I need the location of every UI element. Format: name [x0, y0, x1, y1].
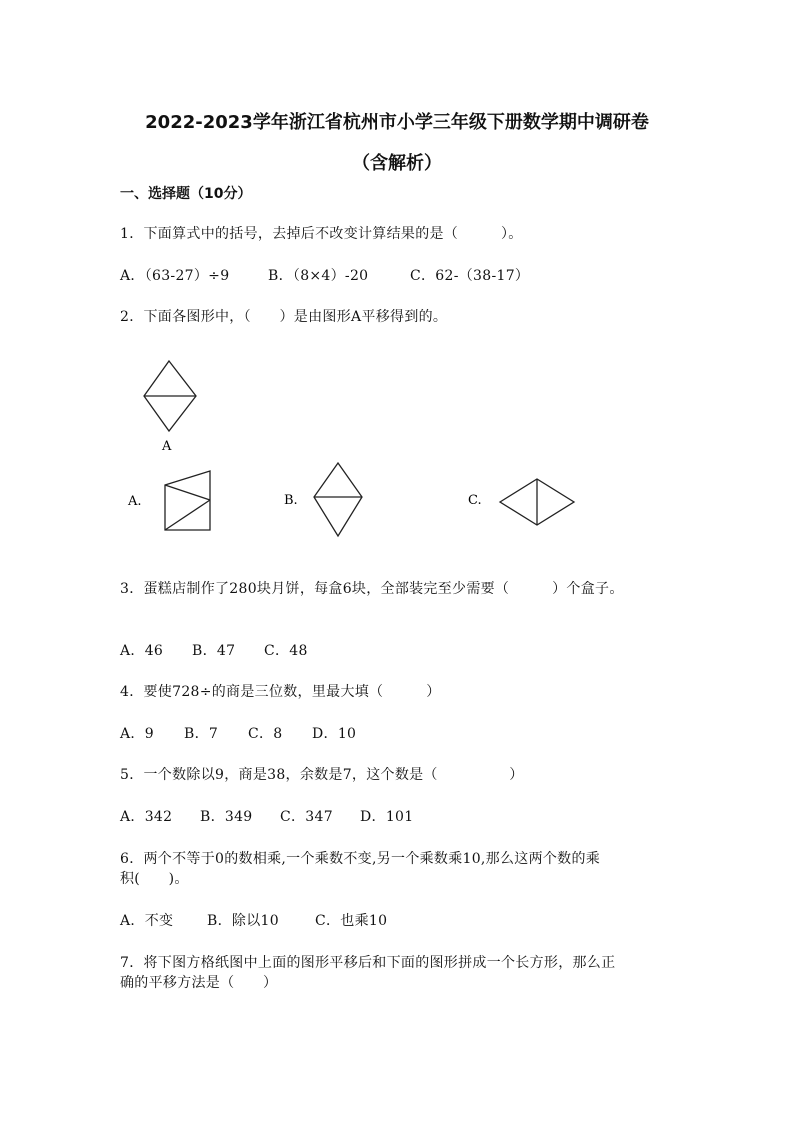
option-c-label: C.: [468, 493, 482, 508]
question-6-stem-line1: 6．两个不等于0的数相乘,一个乘数不变,另一个乘数乘10,那么这两个数的乘: [120, 851, 601, 867]
document-title: 2022-2023学年浙江省杭州市小学三年级下册数学期中调研卷: [145, 112, 649, 133]
question-4-options: [120, 723, 356, 743]
option-a: A．9: [120, 726, 154, 742]
option-c: C．347: [280, 809, 333, 825]
option-a: A．不变: [120, 913, 174, 929]
question-6-options: [120, 910, 387, 930]
option-a: A．（63-27）÷9: [120, 268, 230, 284]
option-b-label: B.: [284, 493, 298, 508]
document-subtitle: （含解析）: [352, 153, 442, 174]
option-d: D．10: [312, 726, 357, 742]
option-c: C．48: [264, 643, 308, 659]
option-a-figure: [128, 468, 228, 538]
figure-a-original: [140, 358, 200, 458]
option-a: A．342: [120, 809, 173, 825]
question-4-stem: 4．要使728÷的商是三位数，里最大填（ ）: [120, 684, 441, 700]
option-d: D．101: [360, 809, 414, 825]
option-c-figure: [468, 476, 588, 531]
option-c: C．62-（38-17）: [410, 268, 530, 284]
option-b-figure: [284, 460, 384, 540]
section-heading: 一、选择题（10分）: [120, 186, 252, 202]
option-a-label: A.: [128, 494, 142, 509]
option-b: B．7: [184, 726, 219, 742]
question-2-stem: 2．下面各图形中，（ ）是由图形A平移得到的。: [120, 309, 448, 325]
question-1-stem: 1．下面算式中的括号，去掉后不改变计算结果的是（ ）。: [120, 226, 523, 242]
option-b: B．（8×4）-20: [268, 268, 369, 284]
question-3-stem: 3．蛋糕店制作了280块月饼，每盒6块，全部装完至少需要（ ）个盒子。: [120, 581, 624, 597]
question-5-stem: 5．一个数除以9，商是38，余数是7，这个数是（ ）: [120, 767, 524, 783]
question-5-options: [120, 806, 413, 826]
question-7-stem-line2: 确的平移方法是（ ）: [120, 975, 278, 991]
option-b: B．349: [200, 809, 253, 825]
question-6-stem-line2: 积( )。: [120, 871, 189, 887]
option-b: B．除以10: [207, 913, 279, 929]
option-b: B．47: [192, 643, 236, 659]
option-c: C．8: [248, 726, 283, 742]
question-3-options: [120, 640, 308, 660]
option-a: A．46: [120, 643, 164, 659]
question-1-options: [120, 265, 529, 285]
option-c: C．也乘10: [315, 913, 388, 929]
question-7-stem-line1: 7．将下图方格纸图中上面的图形平移后和下面的图形拼成一个长方形，那么正: [120, 955, 616, 971]
figure-a-label: A: [162, 439, 172, 454]
